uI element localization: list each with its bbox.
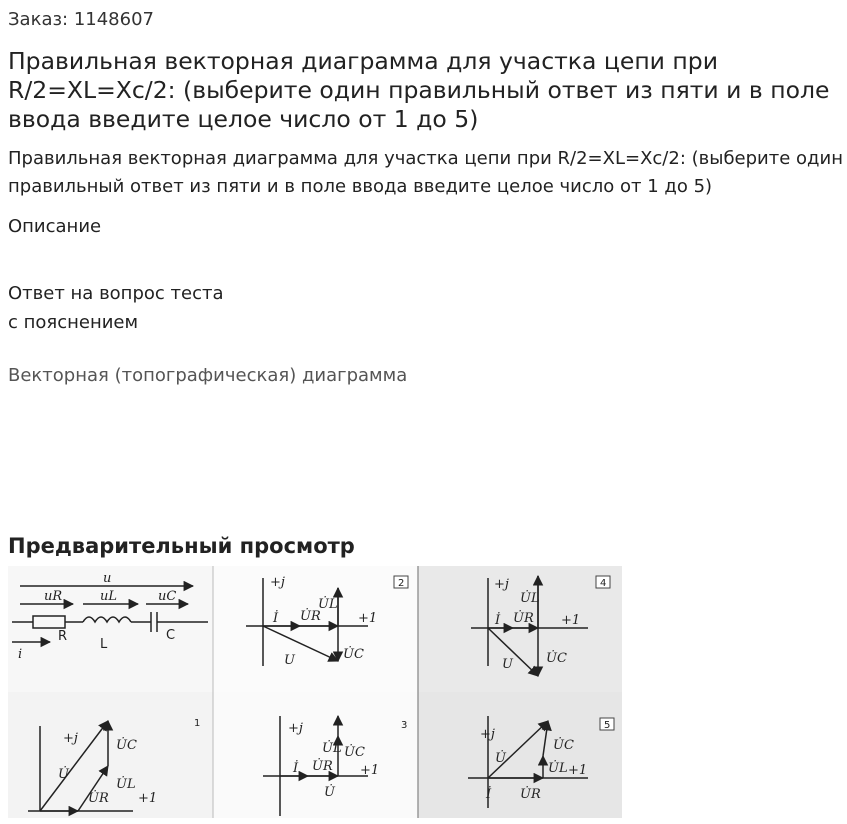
label-plus-one: +1 [360, 763, 380, 778]
label-plus-one: +1 [568, 763, 588, 778]
label-UL: U̇L [520, 591, 540, 606]
label-plus-one: +1 [561, 613, 581, 628]
label-plus-j: +j [494, 577, 509, 592]
label-U: U [502, 657, 513, 672]
label-UR: U̇R [88, 791, 109, 806]
label-i: i [18, 647, 23, 662]
number-5: 5 [604, 720, 611, 731]
label-U-dot: U̇ [58, 767, 69, 782]
label-C: C [166, 628, 176, 643]
description-heading: Описание [8, 216, 102, 237]
question-text: Правильная векторная диаграмма для участка цепи при R/2=XL=Xc/2: (выберите один правильный ответ из пяти и в поле ввода введите целое число от 1 до 5) [8, 148, 843, 197]
preview-image[interactable] [8, 566, 622, 818]
panel-3 [213, 692, 418, 818]
preview-diagram [8, 566, 622, 818]
label-UC: U̇C [344, 745, 365, 760]
panel-2 [213, 566, 418, 692]
label-I: İ [486, 787, 492, 802]
label-uR: uR [44, 589, 63, 604]
label-I: İ [293, 761, 299, 776]
preview-heading: Предварительный просмотр [8, 534, 355, 558]
vector-diagram-label: Векторная (топографическая) диаграмма [8, 365, 408, 386]
label-I: İ [273, 611, 279, 626]
label-UL: U̇L [116, 777, 136, 792]
label-UC: U̇C [343, 647, 364, 662]
panel-1 [8, 692, 213, 818]
answer-block [8, 279, 223, 337]
answer-line-1: Ответ на вопрос теста [8, 283, 224, 304]
panel-4 [418, 566, 622, 692]
label-u: u [103, 571, 112, 586]
label-uC: uC [158, 589, 177, 604]
number-2: 2 [398, 578, 405, 589]
label-I: İ [495, 613, 501, 628]
label-plus-j: +j [480, 727, 495, 742]
label-UR: U̇R [300, 609, 321, 624]
label-L: L [100, 637, 108, 652]
label-plus-one: +1 [138, 791, 158, 806]
label-U-dot: U̇ [324, 785, 335, 800]
page-title: Правильная векторная диаграмма для участка цепи при R/2=XL=Xc/2: (выберите один правильный ответ из пяти и в поле ввода введите целое число от 1 до 5) [8, 47, 830, 133]
label-UR: U̇R [520, 787, 541, 802]
label-plus-j: +j [270, 575, 285, 590]
label-UL: U̇L [548, 761, 568, 776]
number-3: 3 [401, 720, 408, 731]
label-UC: U̇C [546, 651, 567, 666]
label-UR: U̇R [312, 759, 333, 774]
label-R: R [58, 629, 68, 644]
label-plus-j: +j [288, 721, 303, 736]
label-U-dot: U̇ [495, 751, 506, 766]
label-uL: uL [100, 589, 118, 604]
number-1: 1 [194, 718, 201, 729]
number-4: 4 [600, 578, 607, 589]
label-U: U [284, 653, 295, 668]
answer-line-2: с пояснением [8, 312, 139, 333]
label-UR: U̇R [513, 611, 534, 626]
label-UL: U̇L [318, 597, 338, 612]
order-number: Заказ: 1148607 [8, 9, 154, 30]
label-plus-one: +1 [358, 611, 378, 626]
label-UL: U̇L [322, 741, 342, 756]
label-UC: U̇C [553, 738, 574, 753]
label-UC: U̇C [116, 738, 137, 753]
label-plus-j: +j [63, 731, 78, 746]
